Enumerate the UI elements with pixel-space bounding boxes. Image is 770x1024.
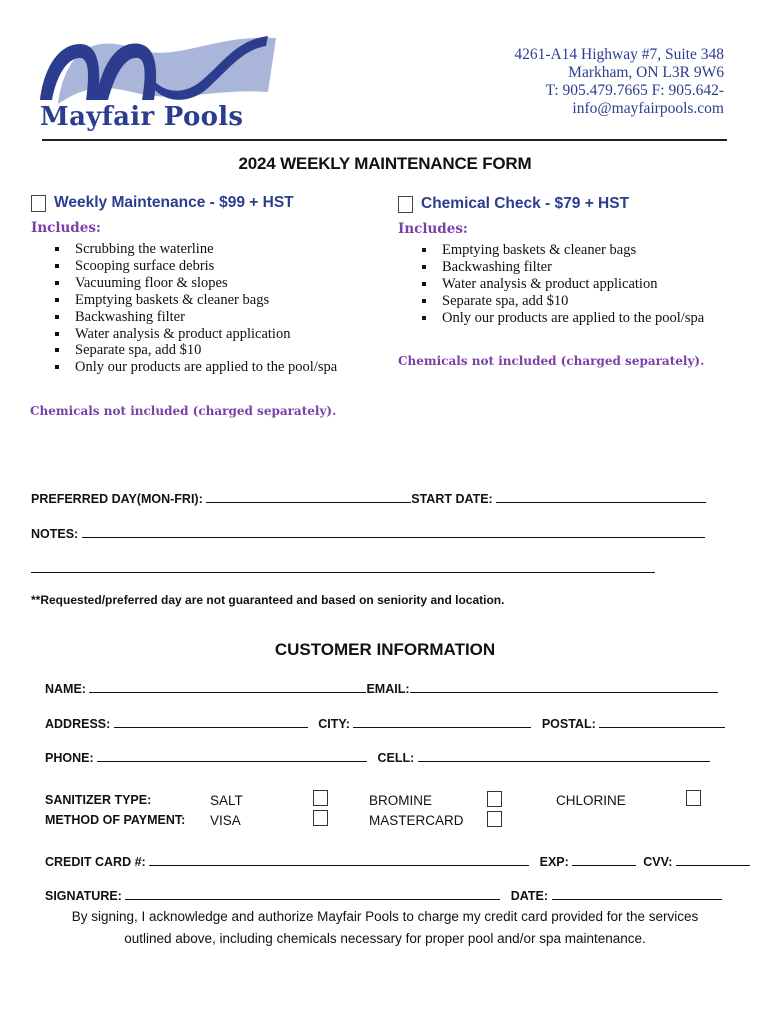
list-item: Separate spa, add $10 <box>31 342 337 359</box>
city-field[interactable] <box>353 716 531 728</box>
authorization-line-1: By signing, I acknowledge and authorize Mayfair Pools to charge my credit card provided for the services <box>71 909 699 924</box>
start-date-field[interactable] <box>496 491 706 503</box>
authorization-statement <box>40 906 730 950</box>
list-item: Backwashing filter <box>31 309 337 326</box>
cvv-field[interactable] <box>676 854 750 866</box>
company-address <box>514 46 724 118</box>
payment-option-mastercard: MASTERCARD <box>369 813 464 828</box>
preferred-day-disclaimer: **Requested/preferred day are not guaranteed and based on seniority and location. <box>31 593 505 607</box>
customer-info-title: CUSTOMER INFORMATION <box>274 640 496 659</box>
sanitizer-option-bromine: BROMINE <box>369 793 433 808</box>
list-item: Scrubbing the waterline <box>31 241 337 258</box>
header-divider <box>42 139 727 141</box>
phone-field[interactable] <box>97 750 367 762</box>
address-line-2: Markham, ON L3R 9W6 <box>568 64 724 81</box>
visa-checkbox[interactable] <box>313 810 328 826</box>
address-label: ADDRESS: <box>45 717 111 731</box>
plan-title: Weekly Maintenance - $99 + HST <box>54 194 294 211</box>
credit-card-label: CREDIT CARD #: <box>45 855 146 869</box>
credit-card-field[interactable] <box>149 854 529 866</box>
list-item: Backwashing filter <box>398 259 704 276</box>
date-field[interactable] <box>552 888 722 900</box>
chemicals-note: Chemicals not included (charged separately). <box>398 354 705 368</box>
chlorine-checkbox[interactable] <box>686 790 701 806</box>
date-label: DATE: <box>510 889 549 903</box>
bromine-checkbox[interactable] <box>487 791 502 807</box>
payment-method-label: METHOD OF PAYMENT: <box>45 813 186 827</box>
list-item: Water analysis & product application <box>31 326 337 343</box>
plan-chemical-check <box>398 195 704 327</box>
city-label: CITY: <box>318 717 350 731</box>
exp-label: EXP: <box>539 855 569 869</box>
notes-label: NOTES: <box>31 527 79 541</box>
cell-field[interactable] <box>418 750 710 762</box>
mastercard-checkbox[interactable] <box>487 811 502 827</box>
company-name: Mayfair Pools <box>40 102 244 132</box>
weekly-maintenance-checkbox[interactable] <box>31 195 46 212</box>
list-item: Vacuuming floor & slopes <box>31 275 337 292</box>
name-field[interactable] <box>89 681 366 693</box>
plan-items <box>31 241 337 376</box>
list-item: Emptying baskets & cleaner bags <box>398 242 704 259</box>
sanitizer-type-label: SANITIZER TYPE: <box>45 793 152 807</box>
list-item: Scooping surface debris <box>31 258 337 275</box>
name-label: NAME: <box>45 682 86 696</box>
list-item: Separate spa, add $10 <box>398 293 704 310</box>
plan-title: Chemical Check - $79 + HST <box>421 195 630 212</box>
chemical-check-checkbox[interactable] <box>398 196 413 213</box>
address-line-1: 4261-A14 Highway #7, Suite 348 <box>514 46 724 63</box>
preferred-day-label: PREFERRED DAY(MON-FRI): <box>31 492 203 506</box>
phone-fax: T: 905.479.7665 F: 905.642- <box>545 82 724 99</box>
plan-items <box>398 242 704 327</box>
signature-label: SIGNATURE: <box>45 889 122 903</box>
payment-option-visa: VISA <box>210 813 241 828</box>
cell-label: CELL: <box>377 751 415 765</box>
notes-field[interactable] <box>82 526 705 538</box>
wave-logo-icon <box>36 26 281 106</box>
notes-field-line-2[interactable] <box>31 561 655 573</box>
postal-label: POSTAL: <box>541 717 596 731</box>
start-date-label: START DATE: <box>411 492 493 506</box>
includes-label: Includes: <box>398 221 468 237</box>
chemicals-note: Chemicals not included (charged separately). <box>30 404 337 418</box>
salt-checkbox[interactable] <box>313 790 328 806</box>
postal-field[interactable] <box>599 716 725 728</box>
list-item: Only our products are applied to the pool/spa <box>398 310 704 327</box>
cvv-label: CVV: <box>643 855 673 869</box>
includes-label: Includes: <box>31 220 101 236</box>
company-email[interactable]: info@mayfairpools.com <box>572 100 724 117</box>
phone-label: PHONE: <box>45 751 94 765</box>
list-item: Water analysis & product application <box>398 276 704 293</box>
form-title: 2024 WEEKLY MAINTENANCE FORM <box>238 154 532 173</box>
company-logo <box>36 26 281 136</box>
sanitizer-option-salt: SALT <box>210 793 243 808</box>
email-label: EMAIL: <box>366 682 410 696</box>
email-field[interactable] <box>410 681 718 693</box>
plan-weekly-maintenance <box>31 194 337 376</box>
list-item: Only our products are applied to the pool/spa <box>31 359 337 376</box>
signature-field[interactable] <box>125 888 500 900</box>
authorization-line-2: outlined above, including chemicals necessary for proper pool and/or spa maintenance. <box>124 931 646 946</box>
preferred-day-field[interactable] <box>206 491 411 503</box>
list-item: Emptying baskets & cleaner bags <box>31 292 337 309</box>
sanitizer-option-chlorine: CHLORINE <box>556 793 626 808</box>
exp-field[interactable] <box>572 854 636 866</box>
address-field[interactable] <box>114 716 308 728</box>
